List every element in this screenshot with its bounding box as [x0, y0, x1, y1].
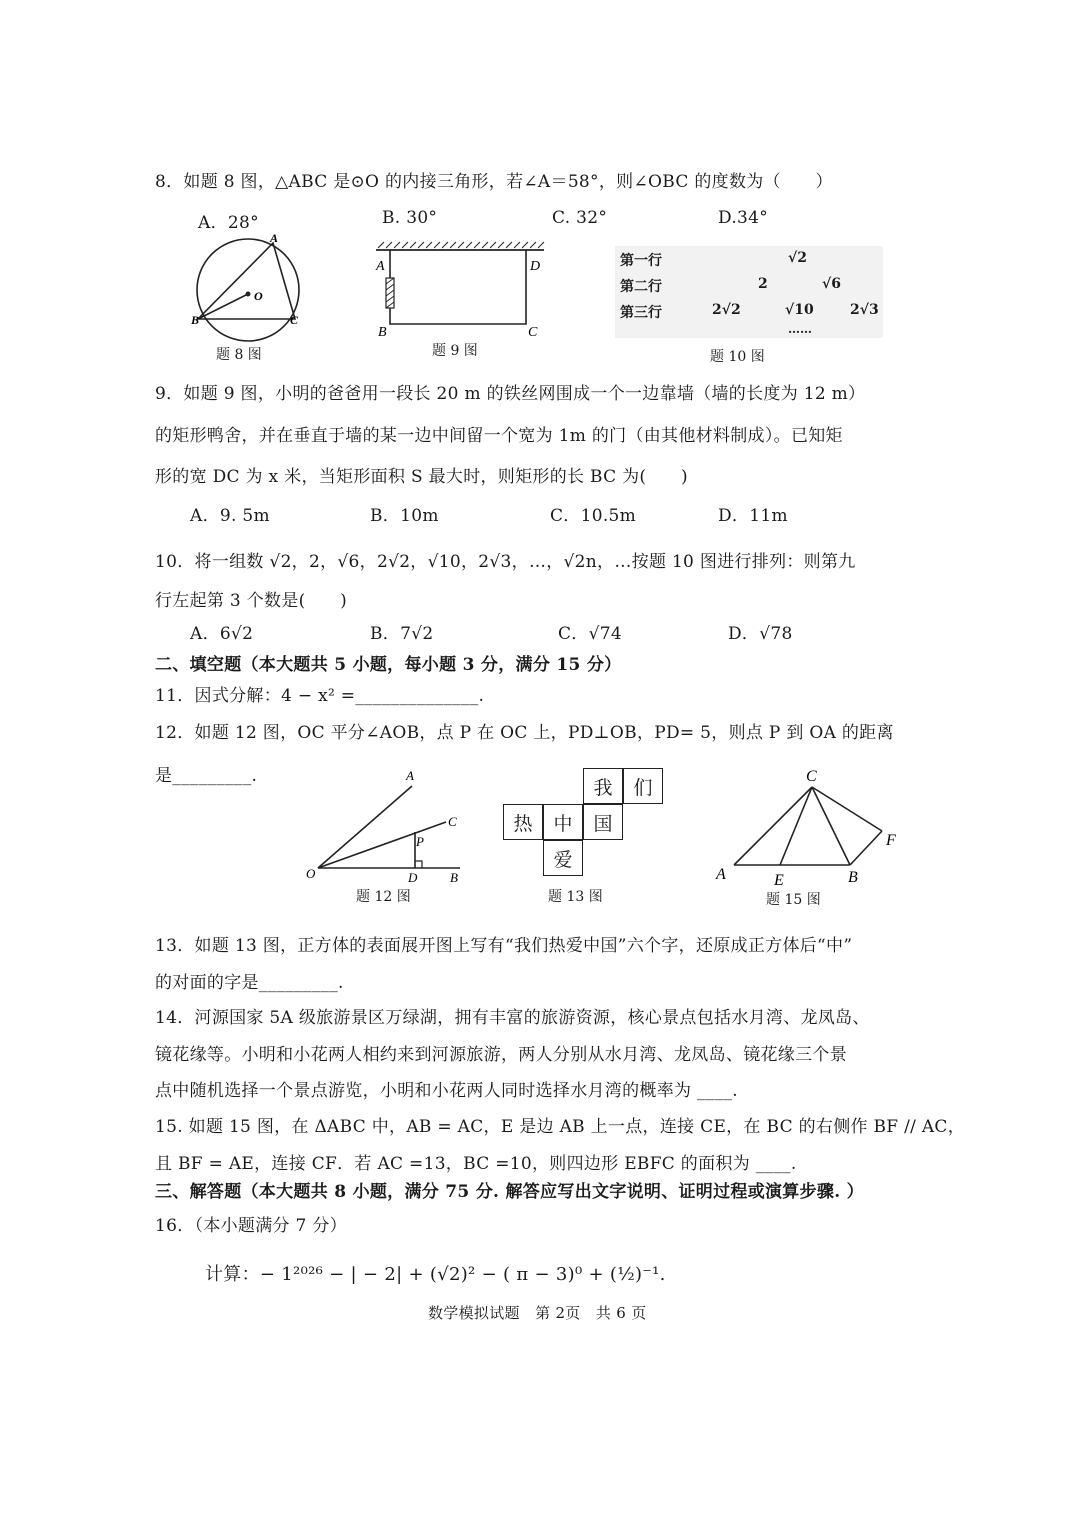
net-cell-re: 热	[503, 804, 543, 840]
fig10-row3-item2: √10	[785, 302, 814, 318]
figure-13-caption: 题 13 图	[548, 889, 603, 905]
q14-line3: 点中随机选择一个景点游览，小明和小花两人同时选择水月湾的概率为 ____.	[155, 1081, 738, 1101]
figure-10-caption: 题 10 图	[710, 349, 765, 365]
q13-line1: 13．如题 13 图，正方体的表面展开图上写有“我们热爱中国”六个字，还原成正方体后“中”	[155, 936, 853, 956]
fig10-row3-item1: 2√2	[712, 302, 741, 318]
fig8-label-b: B	[191, 313, 200, 327]
q8-stem: 8．如题 8 图，△ABC 是⊙O 的内接三角形，若∠A＝58°，则∠OBC 的度数为（ ）	[155, 172, 833, 192]
q14-line1: 14．河源国家 5A 级旅游景区万绿湖，拥有丰富的旅游资源，核心景点包括水月湾、龙凤岛、	[155, 1008, 870, 1028]
q11-text: 11．因式分解：4 − x² =______________.	[155, 686, 485, 706]
fig9-label-d: D	[530, 259, 541, 274]
fig12-label-b: B	[450, 870, 458, 885]
q9-line1: 9．如题 9 图，小明的爸爸用一段长 20 m 的铁丝网围成一个一边靠墙（墙的长度为 12 m）	[155, 384, 866, 404]
q9-option-a: A．9. 5m	[190, 506, 270, 526]
figure-15-triangle	[712, 765, 912, 890]
q15-line2: 且 BF = AE，连接 CF．若 AC =13，BC =10，则四边形 EBFC 的面积为 ____.	[155, 1154, 797, 1174]
q9-option-c: C．10.5m	[550, 506, 637, 526]
net-cell-ai: 爱	[543, 840, 583, 876]
q8-option-a: A．28°	[198, 213, 259, 233]
net-cell-wo: 我	[583, 768, 623, 804]
fig8-label-c: C	[290, 313, 299, 327]
net-cell-guo: 国	[583, 804, 623, 840]
figure-13-cube-net	[500, 768, 665, 880]
fig10-row2-label: 第二行	[620, 279, 662, 295]
q9-line2: 的矩形鸭舍，并在垂直于墙的某一边中间留一个宽为 1m 的门（由其他材料制成）。已知矩	[155, 426, 843, 446]
fig12-label-c: C	[448, 814, 457, 829]
figure-8-circle	[190, 232, 310, 344]
q12-line1: 12．如题 12 图，OC 平分∠AOB，点 P 在 OC 上，PD⊥OB，PD= 5，则点 P 到 OA 的距离	[155, 723, 894, 743]
figure-12-caption: 题 12 图	[356, 889, 411, 905]
q16-title: 16．（本小题满分 7 分）	[155, 1216, 347, 1236]
fig10-row3-item3: 2√3	[850, 302, 879, 318]
fig15-label-b: B	[848, 869, 858, 886]
fig15-label-e: E	[774, 872, 784, 889]
section-3-heading: 三、解答题（本大题共 8 小题，满分 75 分. 解答应写出文字说明、证明过程或演算步骤. ）	[155, 1182, 864, 1202]
q9-option-b: B．10m	[370, 506, 439, 526]
fig10-row2-item2: √6	[822, 276, 841, 292]
figure-9-caption: 题 9 图	[432, 343, 478, 359]
fig10-row1-item1: √2	[788, 250, 807, 266]
q15-line1: 15. 如题 15 图，在 ΔABC 中，AB = AC，E 是边 AB 上一点，连接 CE，在 BC 的右侧作 BF // AC，	[155, 1117, 966, 1137]
q10-option-c: C．√74	[558, 624, 622, 644]
q13-line2: 的对面的字是_________.	[155, 973, 344, 993]
net-cell-zhong: 中	[543, 804, 583, 840]
fig15-label-f: F	[886, 832, 896, 849]
q8-option-c: C. 32°	[552, 208, 608, 228]
figure-12-angle	[300, 768, 470, 888]
fig8-label-a: A	[270, 232, 279, 245]
fig8-label-o: O	[254, 289, 263, 303]
q10-option-b: B．7√2	[370, 624, 434, 644]
q10-line1: 10．将一组数 √2，2，√6，2√2，√10，2√3，…，√2n，…按题 10 图进行排列：则第九	[155, 552, 856, 572]
page-footer: 数学模拟试题 第 2页 共 6 页	[428, 1304, 647, 1322]
q10-option-d: D．√78	[728, 624, 793, 644]
fig10-row2-item1: 2	[758, 276, 768, 292]
q8-option-b: B. 30°	[382, 208, 438, 228]
fig9-label-c: C	[528, 325, 538, 340]
q10-line2: 行左起第 3 个数是( )	[155, 591, 348, 611]
q14-line2: 镜花缘等。小明和小花两人相约来到河源旅游，两人分别从水月湾、龙凤岛、镜花缘三个景	[155, 1045, 847, 1065]
q16-expression: 计算：− 1²⁰²⁶ − | − 2| + (√2)² − ( π − 3)⁰ + (½)⁻¹.	[205, 1264, 666, 1285]
fig12-label-a: A	[406, 768, 414, 783]
fig12-label-o: O	[306, 866, 316, 881]
figure-15-caption: 题 15 图	[766, 892, 821, 908]
figure-9-rectangle	[370, 238, 550, 340]
q8-option-d: D.34°	[718, 208, 769, 228]
fig15-label-c: C	[806, 768, 817, 785]
fig9-label-a: A	[376, 259, 385, 274]
fig15-label-a: A	[716, 866, 726, 883]
net-cell-men: 们	[623, 768, 663, 804]
fig10-ellipsis: ……	[788, 322, 812, 336]
figure-8-caption: 题 8 图	[216, 347, 262, 363]
q9-option-d: D．11m	[718, 506, 788, 526]
fig12-label-d: D	[408, 870, 418, 885]
q12-line2: 是_________.	[155, 766, 258, 786]
section-2-heading: 二、填空题（本大题共 5 小题，每小题 3 分，满分 15 分）	[155, 655, 622, 675]
q10-option-a: A．6√2	[190, 624, 254, 644]
q9-line3: 形的宽 DC 为 x 米，当矩形面积 S 最大时，则矩形的长 BC 为( )	[155, 467, 688, 487]
fig10-row1-label: 第一行	[620, 253, 662, 269]
fig10-row3-label: 第三行	[620, 305, 662, 321]
fig9-label-b: B	[378, 325, 387, 340]
fig12-label-p: P	[416, 834, 424, 849]
